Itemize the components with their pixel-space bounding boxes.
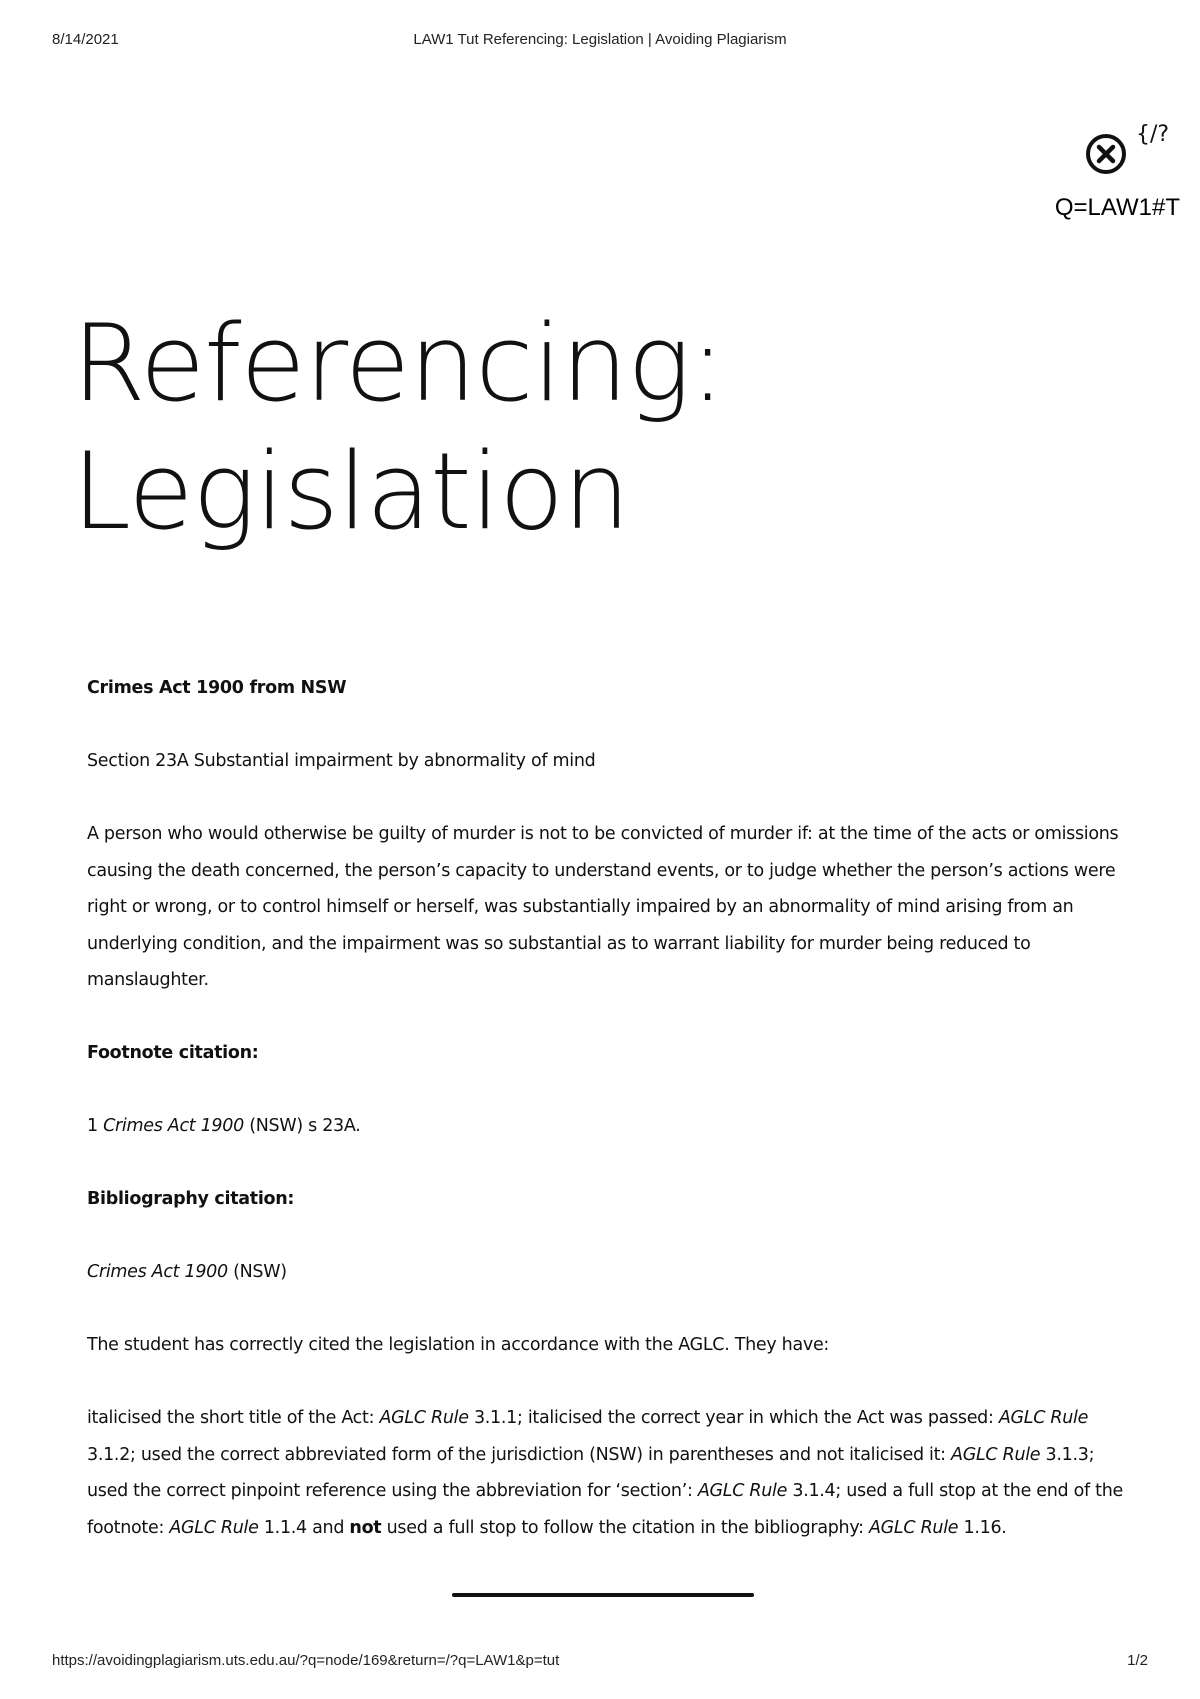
print-url: https://avoidingplagiarism.uts.edu.au/?q=node/169&return=/?q=LAW1&p=tut xyxy=(52,1652,560,1669)
main-content xyxy=(87,670,1127,1583)
print-footer xyxy=(0,1652,1200,1672)
analysis-not: not xyxy=(349,1517,382,1538)
analysis-part-7: used a full stop to follow the citation in the bibliography: xyxy=(381,1517,869,1538)
bibliography-label: Bibliography citation: xyxy=(87,1189,295,1209)
close-link-query[interactable]: Q=LAW1#T xyxy=(1054,194,1180,221)
print-date: 8/14/2021 xyxy=(52,31,119,48)
bibliography-rest: (NSW) xyxy=(227,1262,287,1282)
bibliography-citation xyxy=(87,1254,1127,1291)
analysis-part-8: 1.16. xyxy=(958,1517,1007,1538)
footnote-label: Footnote citation: xyxy=(87,1043,259,1063)
act-heading: Crimes Act 1900 from NSW xyxy=(87,678,347,698)
analysis-part-4: 3.1.3; used the correct pinpoint reference using the abbreviation for ‘section’: xyxy=(87,1444,1095,1501)
analysis-part-3: 3.1.2; used the correct abbreviated form of the jurisdiction (NSW) in parentheses and not italicised it: xyxy=(87,1444,952,1465)
rule-label: AGLC Rule xyxy=(379,1408,469,1428)
rule-label: AGLC Rule xyxy=(169,1517,259,1538)
footnote-act-title: Crimes Act 1900 xyxy=(103,1116,244,1136)
analysis-part-6: 1.1.4 and xyxy=(258,1517,350,1538)
page-title-line-1: Referencing: xyxy=(72,302,725,425)
print-header xyxy=(0,31,1200,51)
close-area xyxy=(1040,122,1180,232)
footnote-number: 1 xyxy=(87,1116,104,1136)
section-heading: Section 23A Substantial impairment by abnormality of mind xyxy=(87,751,596,771)
footnote-citation xyxy=(87,1108,1127,1145)
page-title xyxy=(72,300,972,556)
close-link-fragment: {/? xyxy=(1136,122,1170,147)
summary-text: The student has correctly cited the legislation in accordance with the AGLC. They have: xyxy=(87,1335,830,1355)
section-body: A person who would otherwise be guilty of murder is not to be convicted of murder if: at the time of the acts or omissions causing the death concerned, the person’s capacity to understand events, or to judge whether the person’s actions were right or wrong, or to control himself or herself, was substantially impaired by an abnormality of mind arising from an underlying condition, and the impairment was so substantial as to warrant liability for murder being reduced to manslaughter. xyxy=(87,824,1119,990)
rule-label: AGLC Rule xyxy=(951,1444,1041,1465)
analysis-part-1: italicised the short title of the Act: xyxy=(87,1408,380,1428)
print-page-title: LAW1 Tut Referencing: Legislation | Avoiding Plagiarism xyxy=(413,31,787,48)
analysis-part-2: 3.1.1; italicised the correct year in which the Act was passed: xyxy=(468,1408,999,1428)
rule-label: AGLC Rule xyxy=(869,1517,959,1538)
rule-label: AGLC Rule xyxy=(998,1408,1089,1428)
rule-label: AGLC Rule xyxy=(697,1481,788,1501)
bibliography-act-title: Crimes Act 1900 xyxy=(87,1262,228,1282)
footnote-rest: (NSW) s 23A. xyxy=(243,1116,361,1136)
close-circle-icon[interactable] xyxy=(1084,132,1128,176)
bottom-nav-bar[interactable] xyxy=(452,1593,754,1597)
analysis-part-5: 3.1.4; used a full stop at the end of the footnote: xyxy=(87,1481,1123,1538)
analysis-text xyxy=(87,1400,1127,1546)
print-page-number: 1/2 xyxy=(1127,1652,1148,1669)
page-title-line-2: Legislation xyxy=(72,430,630,553)
